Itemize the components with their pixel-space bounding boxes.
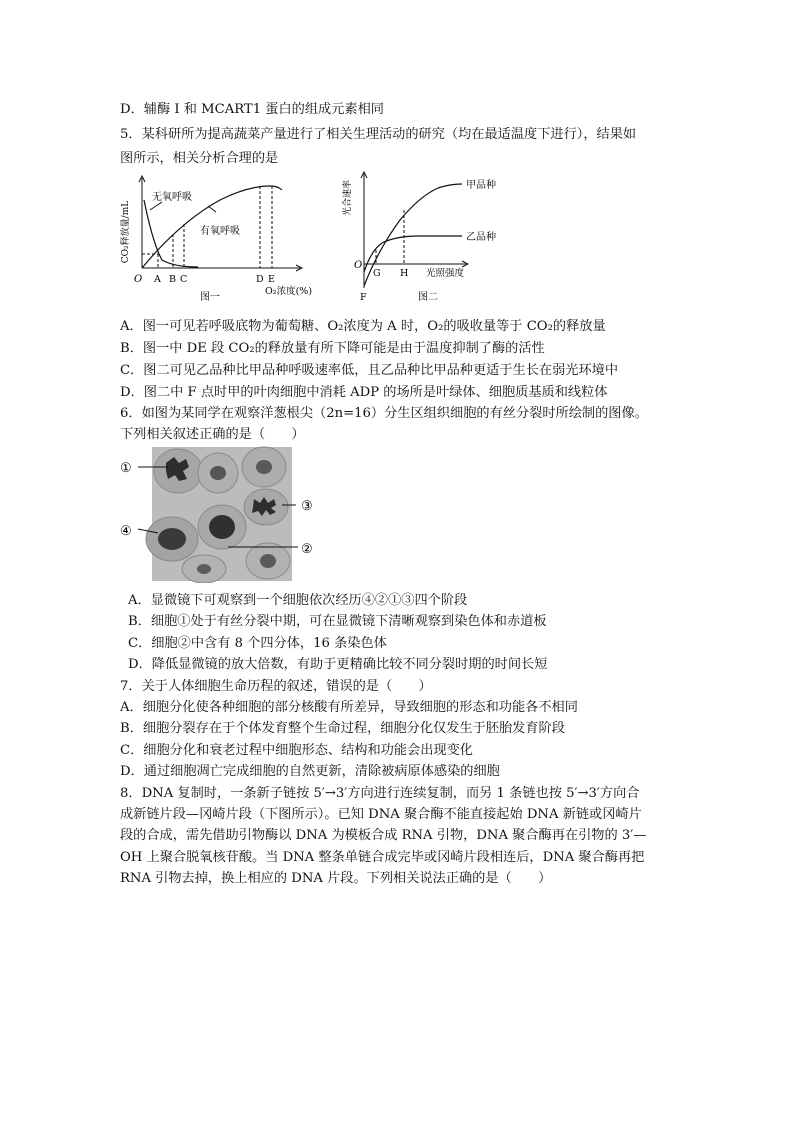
q5-option-a: A．图一可见若呼吸底物为葡萄糖、O₂浓度为 A 时，O₂的吸收量等于 CO₂的释放量 (120, 319, 606, 334)
fig1-leader-anaerobic (150, 202, 162, 210)
fig1-tick-a: A (154, 274, 161, 285)
fig2-legend-jia: 甲品种 (466, 180, 496, 191)
fig2-ylabel: 光合速率 (343, 179, 353, 217)
q6-option-a: A．显微镜下可观察到一个细胞依次经历④②①③四个阶段 (128, 593, 468, 608)
fig1-label-anaerobic: 无氧呼吸 (152, 192, 192, 203)
cell-4-nucleus (158, 528, 186, 550)
label-1: ① (120, 461, 132, 476)
q7-option-c: C．细胞分化和衰老过程中细胞形态、结构和功能会出现变化 (120, 743, 473, 758)
fig1-tick-c: C (180, 274, 188, 285)
fig1-xlabel: O₂浓度(%) (265, 286, 313, 297)
fig2-tick-g: G (373, 268, 381, 279)
figure1-respiration-chart (120, 172, 320, 307)
q8-stem-line4: OH 上聚合脱氧核苷酸。当 DNA 整条单链合成完毕或冈崎片段相连后，DNA 聚合酶再把 (120, 850, 645, 865)
q8-stem-line1: 8．DNA 复制时，一条新子链按 5′→3′方向进行连续复制，而另 1 条链也按 5′→3′方向合 (120, 786, 640, 801)
label-3: ③ (301, 499, 313, 514)
mitosis-micrograph (118, 443, 328, 583)
q6-option-c: C．细胞②中含有 8 个四分体，16 条染色体 (128, 636, 387, 651)
fig2-xlabel: 光照强度 (426, 268, 465, 279)
q5-option-c: C．图二可见乙品种比甲品种呼吸速率低，且乙品种比甲品种更适于生长在弱光环境中 (120, 363, 619, 378)
fig1-ylabel: CO₂释放量/mL (121, 200, 131, 264)
cell-bottom-nucleus (197, 564, 211, 574)
label-4: ④ (120, 524, 132, 539)
cell-top-mid-nucleus (210, 466, 226, 480)
q4-option-d: D．辅酶 I 和 MCART1 蛋白的组成元素相同 (120, 102, 384, 117)
fig1-label-aerobic: 有氧呼吸 (200, 226, 240, 237)
q8-stem-line5: RNA 引物去掉，换上相应的 DNA 片段。下列相关说法正确的是（ ） (120, 871, 552, 886)
q6-option-d: D．降低显微镜的放大倍数，有助于更精确比较不同分裂时期的时间长短 (128, 657, 548, 672)
q8-stem-line3: 段的合成，需先借助引物酶以 DNA 为模板合成 RNA 引物，DNA 聚合酶再在引物的 3′— (120, 828, 647, 843)
q5-stem-line1: 5．某科研所为提高蔬菜产量进行了相关生理活动的研究（均在最适温度下进行），结果如 (120, 127, 637, 142)
q6-option-b: B．细胞①处于有丝分裂中期，可在显微镜下清晰观察到染色体和赤道板 (128, 614, 547, 629)
fig2-caption: 图二 (418, 292, 438, 303)
q5-option-b: B．图一中 DE 段 CO₂的释放量有所下降可能是由于温度抑制了酶的活性 (120, 341, 545, 356)
q7-option-d: D．通过细胞凋亡完成细胞的自然更新，清除被病原体感染的细胞 (120, 764, 500, 779)
fig1-tick-d: D (256, 274, 264, 285)
q6-stem-line2: 下列相关叙述正确的是（ ） (120, 427, 305, 442)
q7-option-b: B．细胞分裂存在于个体发育整个生命过程，细胞分化仅发生于胚胎发育阶段 (120, 721, 565, 736)
fig1-caption: 图一 (200, 292, 220, 303)
cell-2-nucleus (209, 515, 235, 539)
q6-stem-line1: 6．如图为某同学在观察洋葱根尖（2n=16）分生区组织细胞的有丝分裂时所绘制的图像。 (120, 406, 648, 421)
q7-option-a: A．细胞分化使各种细胞的部分核酸有所差异，导致细胞的形态和功能各不相同 (120, 700, 578, 715)
fig2-origin: O (354, 260, 363, 271)
cell-top-right-nucleus (256, 460, 272, 474)
figure2-photosynthesis-chart (338, 168, 508, 307)
q5-stem-line2: 图所示，相关分析合理的是 (120, 151, 279, 166)
fig2-tick-h: H (400, 268, 409, 279)
fig2-point-f: F (360, 292, 367, 303)
fig1-leader-aerobic (208, 206, 216, 212)
fig2-legend-yi: 乙品种 (466, 232, 496, 243)
label-2: ② (301, 542, 313, 557)
fig1-tick-b: B (169, 274, 176, 285)
q7-stem: 7．关于人体细胞生命历程的叙述，错误的是（ ） (120, 679, 432, 694)
q5-option-d: D．图二中 F 点时甲的叶肉细胞中消耗 ADP 的场所是叶绿体、细胞质基质和线粒体 (120, 385, 608, 400)
q8-stem-line2: 成新链片段—冈崎片段（下图所示）。已知 DNA 聚合酶不能直接起始 DNA 新链或冈崎片 (120, 807, 642, 822)
cell-bottom-right-nucleus (260, 554, 276, 568)
fig1-origin: O (134, 274, 143, 285)
fig1-tick-e: E (268, 274, 275, 285)
